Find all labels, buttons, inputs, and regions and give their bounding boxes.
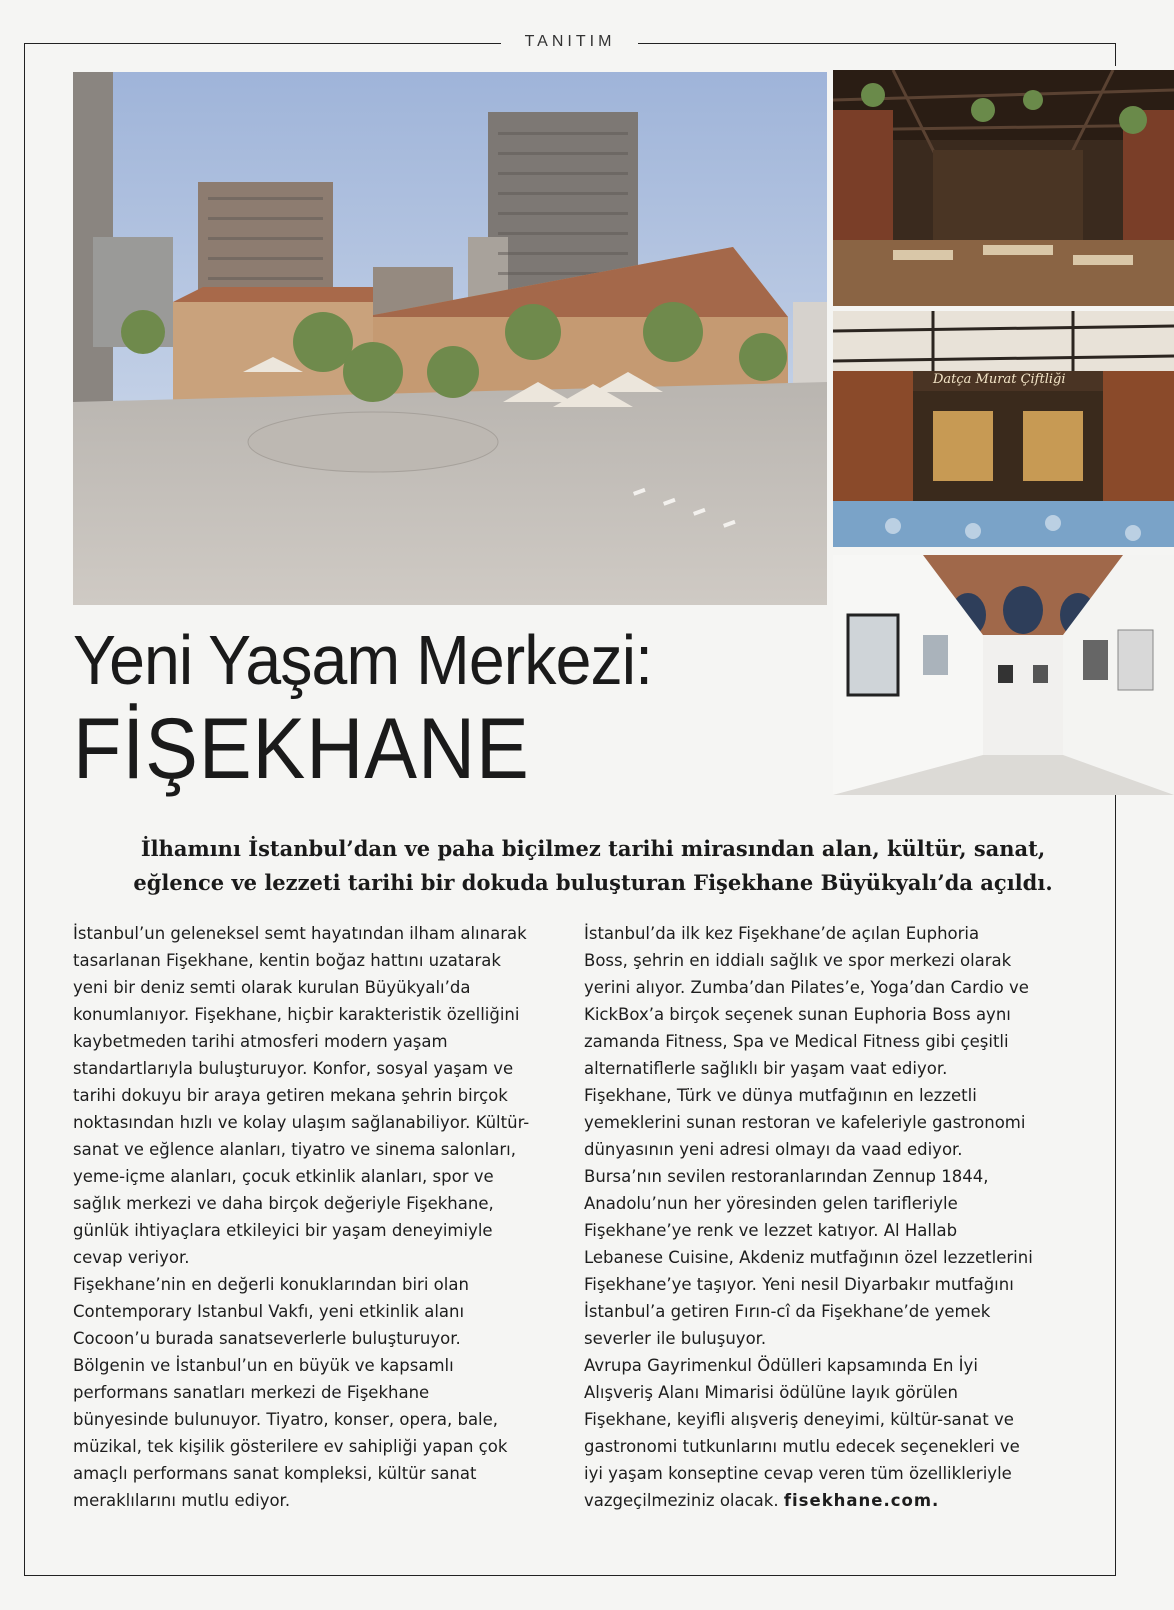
body-line: İstanbul’a getiren Fırın-cî da Fişekhane’de yemek <box>584 1302 991 1321</box>
headline-line-2: FİŞEKHANE <box>73 701 530 797</box>
body-line: Bursa’nın sevilen restoranlarından Zennup 1844, <box>584 1167 989 1186</box>
body-line: Fişekhane, keyifli alışveriş deneyimi, kültür-sanat ve <box>584 1410 1014 1429</box>
body-column-left <box>73 920 563 1514</box>
headline-line-1: Yeni Yaşam Merkezi: <box>73 621 653 699</box>
body-line: zamanda Fitness, Spa ve Medical Fitness gibi çeşitli <box>584 1032 1009 1051</box>
body-line: yemeklerini sunan restoran ve kafeleriyle gastronomi <box>584 1113 1026 1132</box>
body-line: yeni bir deniz semti olarak kurulan Büyükyalı’da <box>73 978 471 997</box>
lead-line-2: eğlence ve lezzeti tarihi bir dokuda buluşturan Fişekhane Büyükyalı’da açıldı. <box>133 870 1053 895</box>
photo-main-plaza <box>73 72 827 605</box>
frame-bottom <box>24 1575 1116 1576</box>
body-line: Fişekhane’ye renk ve lezzet katıyor. Al Hallab <box>584 1221 958 1240</box>
body-line: Cocoon’u burada sanatseverlerle buluşturuyor. <box>73 1329 461 1348</box>
body-line: İstanbul’da ilk kez Fişekhane’de açılan Euphoria <box>584 924 980 943</box>
body-line: performans sanatları merkezi de Fişekhane <box>73 1383 430 1402</box>
closing-text: vazgeçilmeziniz olacak. <box>584 1491 779 1510</box>
body-line: kaybetmeden tarihi atmosferi modern yaşam <box>73 1032 448 1051</box>
body-line: Anadolu’nun her yöresinden gelen tarifleriyle <box>584 1194 958 1213</box>
body-line: müzikal, tek kişilik gösterilere ev sahipliği yapan çok <box>73 1437 508 1456</box>
body-line: Boss, şehrin en iddialı sağlık ve spor merkezi olarak <box>584 951 1012 970</box>
photo-shop-interior <box>833 311 1174 547</box>
frame-right-bottom <box>1115 795 1116 1576</box>
body-line: tasarlanan Fişekhane, kentin boğaz hattını uzatarak <box>73 951 501 970</box>
frame-left <box>24 43 25 1576</box>
body-line: Lebanese Cuisine, Akdeniz mutfağının özel lezzetlerini <box>584 1248 1033 1267</box>
body-line: Alışveriş Alanı Mimarisi ödülüne layık görülen <box>584 1383 959 1402</box>
body-line: sağlık merkezi ve daha birçok değeriyle Fişekhane, <box>73 1194 494 1213</box>
frame-right-top <box>1115 43 1116 66</box>
lead-paragraph <box>73 832 1113 900</box>
website-link[interactable]: fisekhane.com. <box>783 1491 940 1510</box>
body-line: dünyasının yeni adresi olmayı da vaad ediyor. <box>584 1140 963 1159</box>
body-line: tarihi dokuyu bir araya getiren mekana şehrin birçok <box>73 1086 508 1105</box>
body-line: alternatiflerle sağlıklı bir yaşam vaat ediyor. <box>584 1059 948 1078</box>
photo-cafe-interior <box>833 70 1174 306</box>
body-line: Avrupa Gayrimenkul Ödülleri kapsamında En İyi <box>584 1356 978 1375</box>
body-line: Fişekhane, Türk ve dünya mutfağının en lezzetli <box>584 1086 977 1105</box>
body-column-right <box>584 920 1074 1514</box>
body-line: Bölgenin ve İstanbul’un en büyük ve kapsamlı <box>73 1356 454 1375</box>
body-line: yeme-içme alanları, çocuk etkinlik alanları, spor ve <box>73 1167 494 1186</box>
body-line: Contemporary Istanbul Vakfı, yeni etkinlik alanı <box>73 1302 465 1321</box>
section-label: TANITIM <box>524 33 616 50</box>
body-line: cevap veriyor. <box>73 1248 190 1267</box>
body-line: severler ile buluşuyor. <box>584 1329 767 1348</box>
shop-sign: Datça Murat Çiftliği <box>933 372 1066 387</box>
body-line: yerini alıyor. Zumba’dan Pilates’e, Yoga’dan Cardio ve <box>584 978 1029 997</box>
body-line: günlük ihtiyaçlara etkileyici bir yaşam deneyimiyle <box>73 1221 493 1240</box>
body-line: Fişekhane’ye taşıyor. Yeni nesil Diyarbakır mutfağını <box>584 1275 1014 1294</box>
body-line: konumlanıyor. Fişekhane, hiçbir karakteristik özelliğini <box>73 1005 520 1024</box>
body-line: sanat ve eğlence alanları, tiyatro ve sinema salonları, <box>73 1140 516 1159</box>
lead-line-1: İlhamını İstanbul’dan ve paha biçilmez tarihi mirasından alan, kültür, sanat, <box>140 836 1046 861</box>
frame-top-left <box>24 43 501 44</box>
body-line: İstanbul’un geleneksel semt hayatından ilham alınarak <box>73 924 527 943</box>
body-line: meraklılarını mutlu ediyor. <box>73 1491 291 1510</box>
body-line: bünyesinde bulunuyor. Tiyatro, konser, opera, bale, <box>73 1410 499 1429</box>
body-line: gastronomi tutkunlarını mutlu edecek seçenekleri ve <box>584 1437 1020 1456</box>
frame-top-right <box>638 43 1116 44</box>
photo-art-gallery <box>833 555 1174 795</box>
body-line: Fişekhane’nin en değerli konuklarından biri olan <box>73 1275 469 1294</box>
body-line: amaçlı performans sanat kompleksi, kültür sanat <box>73 1464 477 1483</box>
body-line: standartlarıyla buluşturuyor. Konfor, sosyal yaşam ve <box>73 1059 514 1078</box>
body-line: KickBox’a birçok seçenek sunan Euphoria Boss aynı <box>584 1005 1011 1024</box>
body-line: noktasından hızlı ve kolay ulaşım sağlanabiliyor. Kültür- <box>73 1113 530 1132</box>
body-line-last <box>584 1487 1074 1514</box>
body-line: iyi yaşam konseptine cevap veren tüm özellikleriyle <box>584 1464 1012 1483</box>
